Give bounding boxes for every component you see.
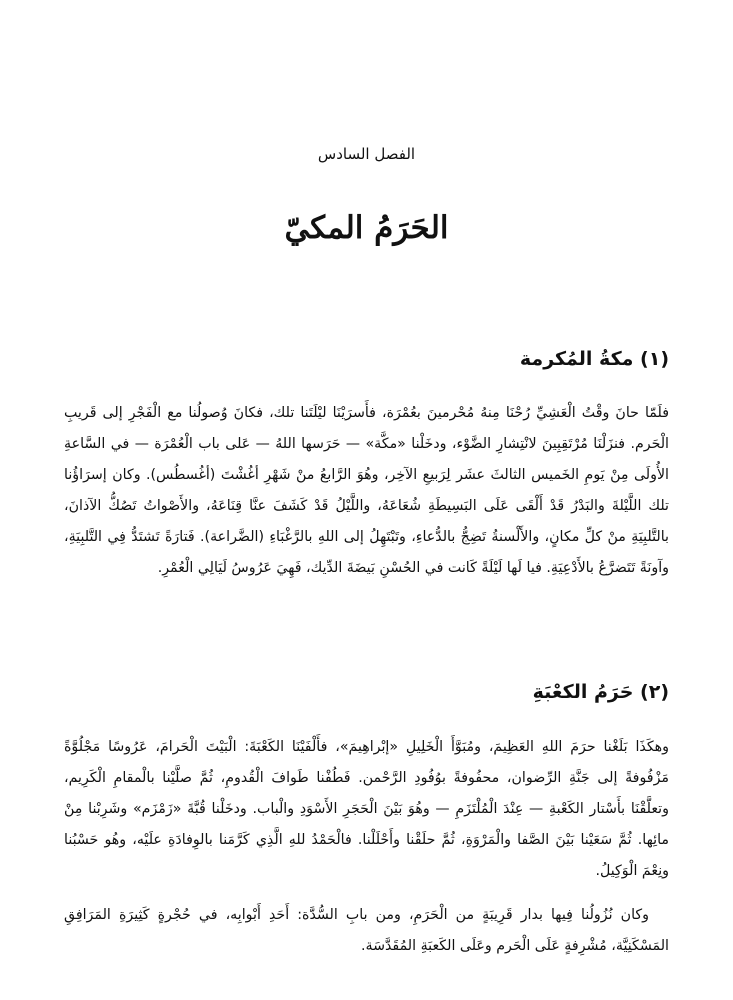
chapter-label: الفصل السادس bbox=[317, 145, 416, 163]
paragraph-makkah: فلَمّا حانَ وقْتُ الْعَشِيِّ رُحْنَا مِنهُ مُحْرمينَ بعُمْرَة، فأَسرَيْنَا ليْلَتَنا تلك، فكانَ وُصولُنا مع الْفَجْرِ إلى قَريبِ الْحَرم. فنزَلْنَا مُرْتَقِبِينَ لانْتِشارِ الضَّوْء، ودخَلْنا «مكَّة» — حَرَسها اللهُ — عَلى باب الْعُمْرَة — في السَّاعةِ الأُولَى مِنْ يَومِ الخَميس الثالثَ عشَر لِرَبيعِ الآخِر، وهُوَ الرَّابعُ منْ شَهْرِ أغُشْتَ (أغُسطُس). وكان إسرَاؤُنا تلك اللَّيْلةَ والبَدْرُ قَدْ أَلْقَى عَلَى البَسِيطَةِ شُعَاعَهُ، واللَّيْلُ قَدْ كَشَفَ عنَّا قِنَاعَهُ، والأَصْواتُ تَصُكُّ الآذانَ، بالتَّلبِيَةِ منْ كلِّ مكانٍ، والأَلْسنةُ تَضِجُّ بالدُّعاءِ، وتَبْتَهِلُ إلى اللهِ بالرَّغْبَاءِ (الضَّراعة). فَتارَةً تَشتَدُّ فِي التَّلبِيَةِ، وآونَةً تَتَضرَّعُ بالأَدْعِيَةِ. فيا لَها لَيْلَةً كَانت في الحُسْنِ بَيضَةَ الدِّيك، فَهِيَ عَرُوسُ لَيَالِي الْعُمْرِ. bbox=[64, 405, 669, 576]
paragraph-kaaba-lodging: وكان نُزُولُنا فِيها بدار قَرِيبَةٍ من الْحَرَمِ، ومن بابِ السُّدَّة: أَحَدِ أَبْوابِه، في حُجْرةٍ كَثِيرَةِ المَرَافِقِ المَسْكَنِيَّة، مُشْرِفةٍ عَلَى الْحَرم وعَلَى الكَعبَةِ المُقَدَّسَة. bbox=[64, 907, 669, 954]
section-heading-kaaba: (٢) حَرَمُ الكعْبَةِ bbox=[532, 681, 669, 703]
section-heading-makkah: (١) مكةُ المُكرمة bbox=[519, 348, 669, 370]
chapter-title: الحَرَمُ المكيّ bbox=[284, 210, 449, 246]
paragraph-kaaba-arrival: وهكَذَا بَلَغْنا حرَمَ اللهِ العَظِيمَ، ومُبَوَّأَ الْخَلِيلِ «إبْراهِيمَ»، فأَلْفَيْنَا الكَعْبَةَ: الْبَيْتَ الْحَرامَ، عَرُوسًا مَجْلُوَّةً مَزْفُوفةً إلى جَنَّةِ الرِّضوان، محفُوفةً بوُفُودِ الرَّحْمن. فَطُفْنا طَوافَ الْقُدومِ، ثُمَّ صلَّيْنا بالْمقامِ الْكَرِيم، وتعلَّقْنَا بأَسْتار الكَعْبةِ — عِنْدَ الْمُلْتَزَمِ — وهُوَ بَيْنَ الْحَجَرِ الأَسْوَدِ والْباب. ودخَلْنا قُبَّةَ «زَمْزَم» وشَرِبْنا مِنْ مائِها. ثُمَّ سَعَيْنا بَيْنَ الصَّفا والْمَرْوَةِ، ثُمَّ حلَقْنا وأَحْلَلْنا. فالْحَمْدُ للهِ الَّذِي كَرَّمَنا بالوِفادَةِ علَيْه، وهُو حَسْبُنا ونِعْمَ الْوَكِيلُ. bbox=[64, 739, 669, 879]
